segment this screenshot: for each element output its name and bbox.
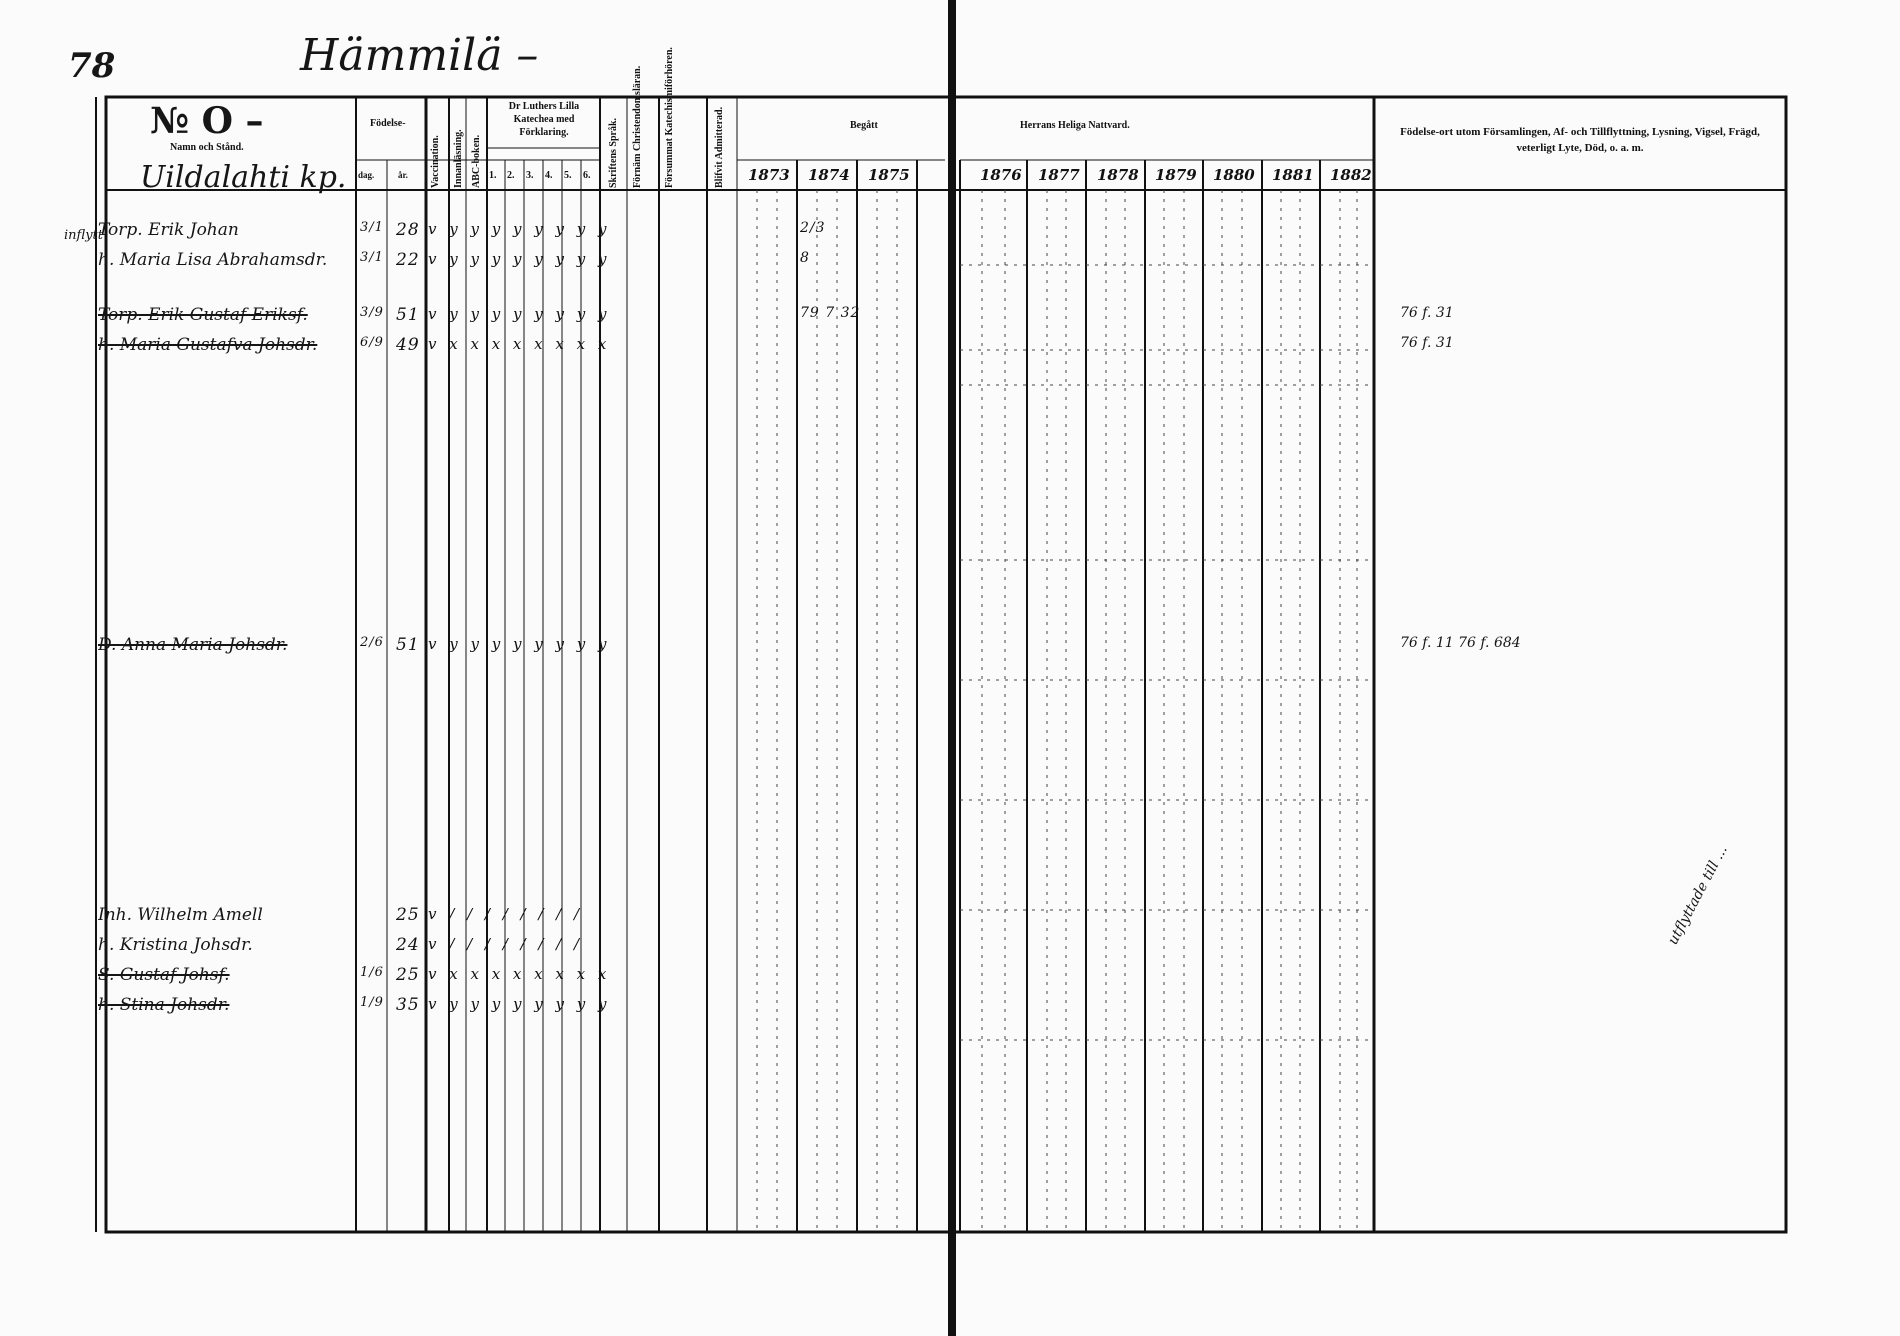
year-header: 1877 (1038, 166, 1080, 184)
entry-birth-year: 25 (396, 905, 420, 925)
entry-birth-year: 22 (396, 250, 420, 270)
entry-communion: 2/3 (800, 220, 826, 236)
entry-birth-day: 3/1 (360, 220, 384, 235)
catechism-col-label: 4. (545, 170, 553, 181)
catechist-meeting-header: Försummat Katechismiförhören. (664, 47, 675, 188)
side-note: utflyttade till ... (1665, 842, 1731, 948)
entry-birth-year: 49 (396, 335, 420, 355)
entry-marks: v y y y y y y y y (428, 220, 611, 238)
entry-birth-day: 1/9 (360, 995, 384, 1010)
margin-note: inflytt (64, 228, 103, 243)
entry-remarks: 76 f. 11 76 f. 684 (1400, 635, 1521, 651)
catechism-col-label: 1. (489, 170, 497, 181)
entry-communion: 8 (800, 250, 810, 266)
name-header: Namn och Stånd. (170, 142, 244, 153)
year-header: 1875 (868, 166, 910, 184)
entry-name: h. Stina Johsdr. (98, 995, 230, 1015)
house-number: № O – (150, 100, 264, 142)
book-spine (948, 0, 956, 1336)
entry-birth-day: 3/1 (360, 250, 384, 265)
entry-birth-year: 51 (396, 305, 420, 325)
entry-name: h. Maria Gustafva Johsdr. (98, 335, 318, 355)
catechism-header: Dr Luthers Lilla Katechea med Förklaring. (508, 101, 580, 138)
entry-marks: v y y y y y y y y (428, 305, 611, 323)
entry-name: S. Gustaf Johsf. (98, 965, 230, 985)
remarks-header: Födelse-ort utom Församlingen, Af- och Tillflyttning, Lysning, Vigsel, Frägd, veterligt Lyte, Död, o. a. m. (1400, 126, 1760, 154)
catechism-col-label: 3. (526, 170, 534, 181)
birth-year-header: år. (398, 170, 408, 180)
entry-name: h. Maria Lisa Abrahamsdr. (98, 250, 328, 270)
catechism-col-label: 5. (564, 170, 572, 181)
entry-birth-day: 2/6 (360, 635, 384, 650)
entry-birth-year: 51 (396, 635, 420, 655)
entry-name: D. Anna Maria Johsdr. (98, 635, 288, 655)
entry-birth-year: 24 (396, 935, 420, 955)
birth-day-header: dag. (358, 170, 375, 180)
communion-left-header: Begått (850, 120, 878, 131)
year-header: 1878 (1097, 166, 1139, 184)
entry-birth-year: 25 (396, 965, 420, 985)
reading-header: Innanläsning. (453, 129, 464, 188)
entry-remarks: 76 f. 31 (1400, 335, 1454, 351)
entry-marks: v y y y y y y y y (428, 635, 611, 653)
entry-marks: v / / / / / / / / (428, 935, 584, 953)
entry-name: Inh. Wilhelm Amell (98, 905, 263, 925)
village-title: Hämmilä – (300, 30, 539, 81)
entry-marks: v x x x x x x x x (428, 965, 611, 983)
entry-birth-year: 28 (396, 220, 420, 240)
entry-marks: v y y y y y y y y (428, 250, 611, 268)
entry-communion: 79 7 32 (800, 305, 861, 321)
vaccination-header: Vaccination. (430, 135, 441, 188)
catechism-col-label: 6. (583, 170, 591, 181)
christian-doctrine-header: Förnäm Christendomsläran. (632, 65, 643, 188)
entry-birth-day: 1/6 (360, 965, 384, 980)
entry-birth-day: 6/9 (360, 335, 384, 350)
year-header: 1881 (1272, 166, 1314, 184)
year-header: 1880 (1213, 166, 1255, 184)
scripture-header: Skriftens Språk. (608, 117, 619, 188)
page-number: 78 (68, 46, 116, 86)
entry-marks: v y y y y y y y y (428, 995, 611, 1013)
year-header: 1874 (808, 166, 850, 184)
entry-marks: v / / / / / / / / (428, 905, 584, 923)
entry-marks: v x x x x x x x x (428, 335, 611, 353)
entry-remarks: 76 f. 31 (1400, 305, 1454, 321)
entry-name: Torp. Erik Johan (98, 220, 239, 240)
catechism-col-label: 2. (507, 170, 515, 181)
birth-header: Födelse- (370, 118, 406, 129)
year-header: 1882 (1330, 166, 1372, 184)
entry-name: h. Kristina Johsdr. (98, 935, 253, 955)
communion-right-header: Herrans Heliga Nattvard. (1020, 120, 1130, 131)
admitted-header: Blifvit Admitterad. (714, 106, 725, 188)
farm-name: Uildalahti kp. (140, 160, 347, 195)
entry-birth-year: 35 (396, 995, 420, 1015)
right-page (954, 0, 1900, 1336)
year-header: 1873 (748, 166, 790, 184)
year-header: 1879 (1155, 166, 1197, 184)
entry-birth-day: 3/9 (360, 305, 384, 320)
year-header: 1876 (980, 166, 1022, 184)
entry-name: Torp. Erik Gustaf Eriksf. (98, 305, 308, 325)
abc-header: ABC-boken. (471, 134, 482, 188)
